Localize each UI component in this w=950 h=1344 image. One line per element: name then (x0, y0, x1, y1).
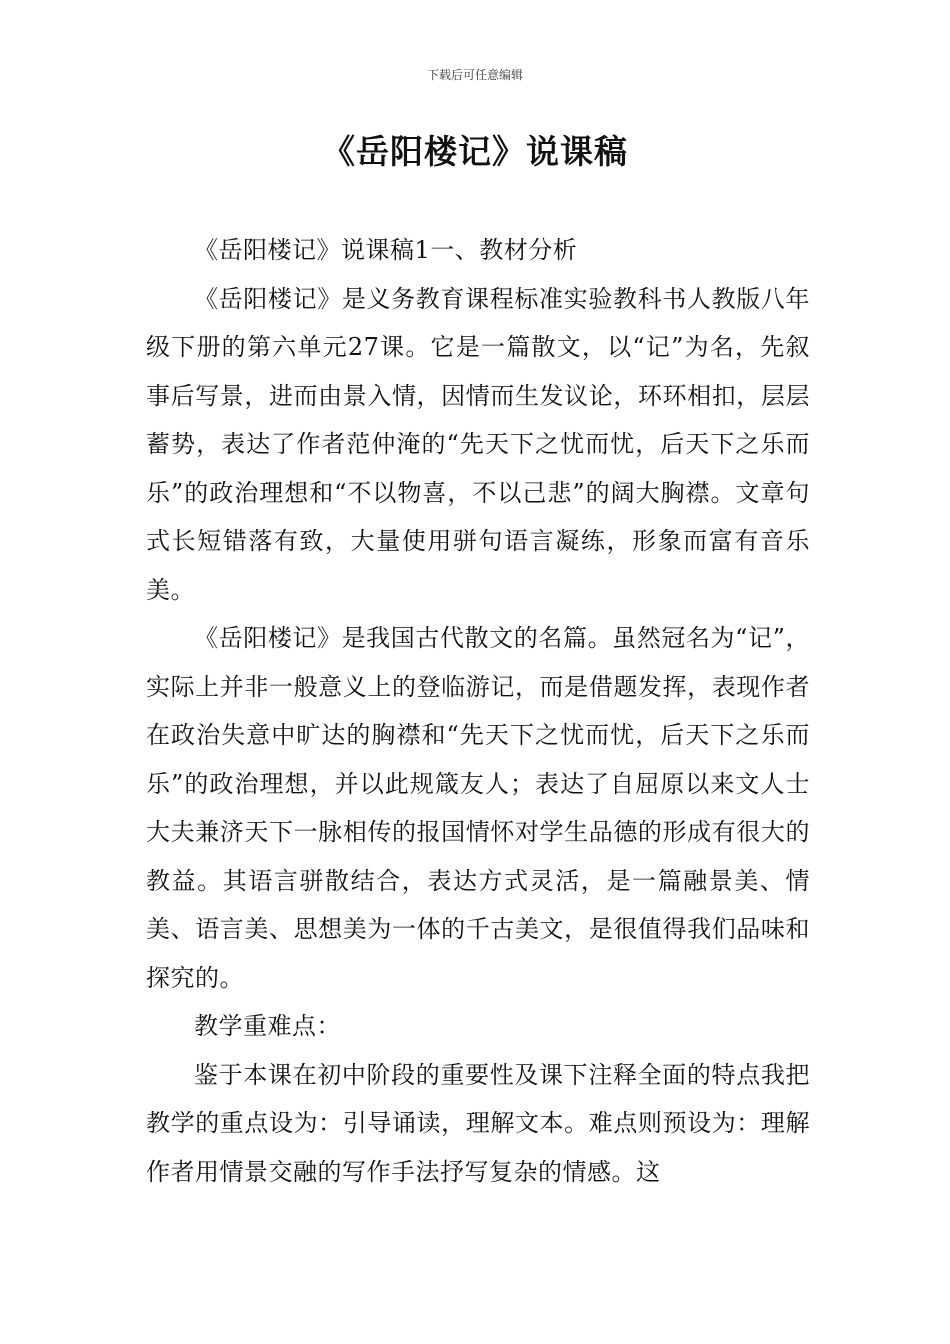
paragraph-famous-essay: 《岳阳楼记》是我国古代散文的名篇。虽然冠名为“记”，实际上并非一般意义上的登临游记，而是借题发挥，表现作者在政治失意中旷达的胸襟和“先天下之忧而忧，后天下之乐而乐”的政治理想，并以此规箴友人；表达了自屈原以来文人士大夫兼济天下一脉相传的报国情怀对学生品德的形成有很大的教益。其语言骈散结合，表达方式灵活，是一篇融景美、情美、语言美、思想美为一体的千古美文，是很值得我们品味和探究的。 (146, 624, 810, 992)
document-body (146, 226, 810, 1196)
page-header-note: 下载后可任意编辑 (426, 68, 523, 82)
paragraph-key-points-heading: 教学重难点： (194, 1012, 341, 1040)
document-title: 《岳阳楼记》说课稿 (322, 132, 628, 171)
paragraph-textbook-intro: 《岳阳楼记》是义务教育课程标准实验教科书人教版八年级下册的第六单元27课。它是一篇散文，以“记”为名，先叙事后写景，进而由景入情，因情而生发议论，环环相扣，层层蓄势，表达了作者范仲淹的“先天下之忧而忧，后天下之乐而乐”的政治理想和“不以物喜，不以己悲”的阔大胸襟。文章句式长短错落有致，大量使用骈句语言凝练，形象而富有音乐美。 (146, 284, 810, 604)
paragraph-key-points: 鉴于本课在初中阶段的重要性及课下注释全面的特点我把教学的重点设为：引导诵读，理解文本。难点则预设为：理解作者用情景交融的写作手法抒写复杂的情感。这 (146, 1060, 810, 1186)
paragraph-section-heading: 《岳阳楼记》说课稿1一、教材分析 (194, 236, 578, 264)
